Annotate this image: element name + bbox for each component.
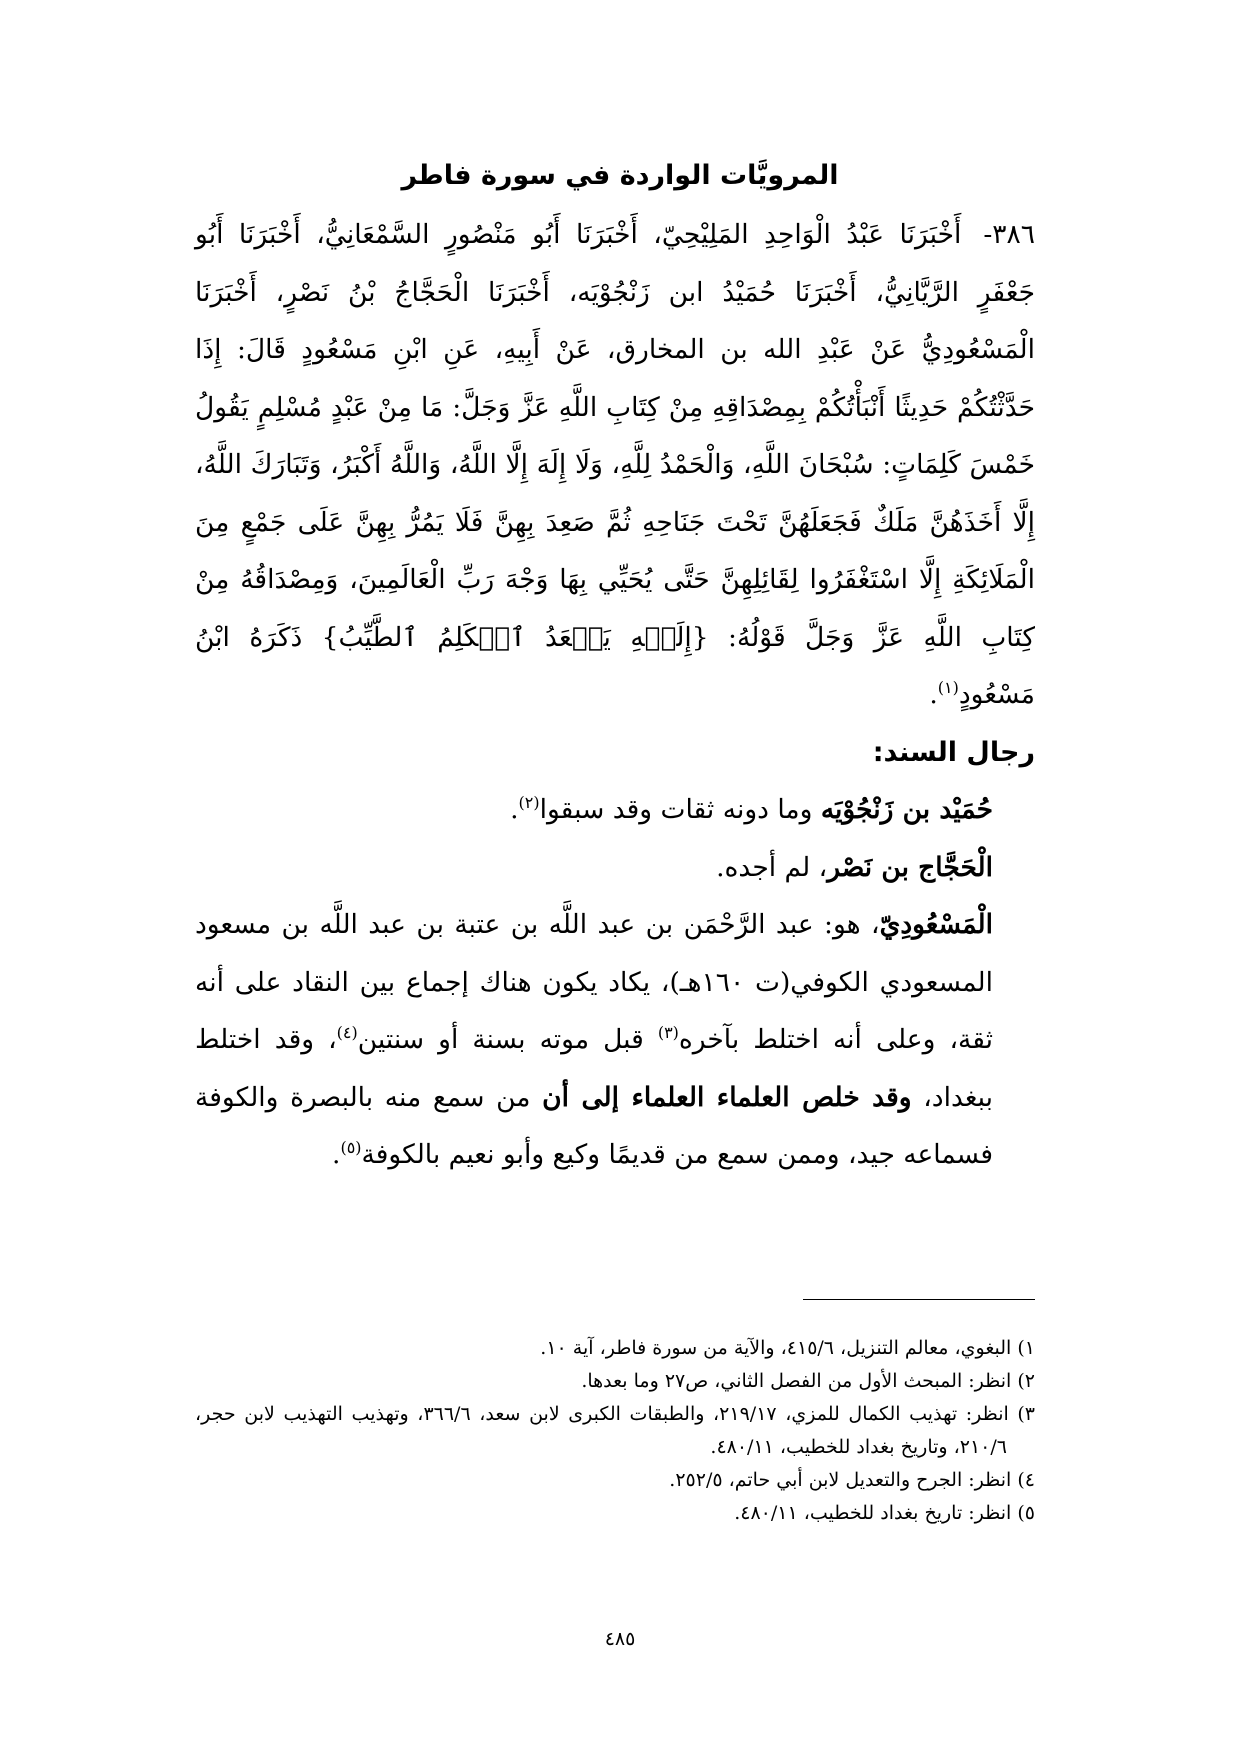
footnote-ref-5[interactable]: (٥)	[340, 1138, 362, 1158]
footnote-ref-1[interactable]: (١)	[937, 678, 959, 698]
narrator-entry	[195, 781, 993, 839]
masudi-text-3: ، وقد اختلط ببغداد،	[195, 1024, 994, 1113]
footnote-ref-2[interactable]: (٢)	[518, 793, 540, 813]
masudi-bold-conclusion: وقد خلص العلماء العلماء إلى أن	[542, 1081, 912, 1113]
masudi-text-1: ، هو: عبد الرَّحْمَن بن عبد اللَّه بن عتبة بن عبد اللَّه بن مسعود المسعودي الكوفي(ت ١٦٠هـ)، يكاد يكون هناك إجماع بين النقاد على أنه ثقة، وعلى أنه اختلط بآخره	[195, 909, 993, 1055]
narrator-name: الْمَسْعُودِيّ	[879, 909, 993, 940]
sanad-heading: رجال السند:	[872, 736, 1035, 768]
hadith-paragraph	[195, 206, 1035, 724]
footnote-item: ٢) انظر: المبحث الأول من الفصل الثاني، ص٢٧ وما بعدها.	[581, 1370, 1035, 1392]
masudi-end: .	[332, 1139, 341, 1170]
narrator-name: الْحَجَّاج بن نَصْر	[827, 851, 993, 883]
page-title: المرويَّات الواردة في سورة فاطر	[401, 160, 839, 191]
narrator-end: .	[510, 794, 519, 825]
footnote-separator	[803, 1299, 1035, 1300]
masudi-text-2: قبل موته بسنة أو سنتين	[357, 1024, 658, 1055]
footnotes	[195, 1332, 1035, 1530]
masudi-paragraph	[195, 896, 993, 1184]
footnote-ref-3[interactable]: (٣)	[657, 1023, 679, 1043]
narrator-text: ، لم أجده.	[716, 851, 828, 883]
hadith-end: .	[929, 679, 938, 710]
narrator-name: حُمَيْد بن زَنْجُوْيَه	[820, 794, 993, 825]
narrator-text: وما دونه ثقات وقد سبقوا	[539, 794, 821, 825]
hadith-number: ٣٨٦-	[983, 219, 1035, 250]
footnote-item: ٥) انظر: تاريخ بغداد للخطيب، ٤٨٠/١١.	[734, 1502, 1035, 1524]
footnote-item: ٤) انظر: الجرح والتعديل لابن أبي حاتم، ٢٥٢/٥.	[669, 1469, 1035, 1491]
footnote-item: ١) البغوي، معالم التنزيل، ٤١٥/٦، والآية من سورة فاطر، آية ١٠.	[540, 1337, 1035, 1359]
footnote-ref-4[interactable]: (٤)	[336, 1023, 358, 1043]
hadith-text: أَخْبَرَنَا عَبْدُ الْوَاحِدِ المَلِيْحِيّ، أَخْبَرَنَا أَبُو مَنْصُورٍ السَّمْعَانِيُّ، أَخْبَرَنَا أَبُو جَعْفَرٍ الرَّيَّانِيُّ، أَخْبَرَنَا حُمَيْدُ ابن زَنْجُوْيَه، أَخْبَرَنَا الْحَجَّاجُ بْنُ نَصْرٍ، أَخْبَرَنَا الْمَسْعُودِيُّ عَنْ عَبْدِ الله بن المخارق، عَنْ أَبِيهِ، عَنِ ابْنِ مَسْعُودٍ قَالَ: إِذَا حَدَّثْتُكُمْ حَدِيثًا أَنْبَأْتُكُمْ بِمِصْدَاقِهِ مِنْ كِتَابِ اللَّهِ عَزَّ وَجَلَّ: مَا مِنْ عَبْدٍ مُسْلِمٍ يَقُولُ خَمْسَ كَلِمَاتٍ: سُبْحَانَ اللَّهِ، وَالْحَمْدُ لِلَّهِ، وَلَا إِلَهَ إِلَّا اللَّهُ، وَاللَّهُ أَكْبَرُ، وَتَبَارَكَ اللَّهُ، إِلَّا أَخَذَهُنَّ مَلَكٌ فَجَعَلَهُنَّ تَحْتَ جَنَاحِهِ ثُمَّ صَعِدَ بِهِنَّ فَلَا يَمُرُّ بِهِنَّ عَلَى جَمْعٍ مِنَ الْمَلَائِكَةِ إِلَّا اسْتَغْفَرُوا لِقَائِلِهِنَّ حَتَّى يُحَيِّي بِهَا وَجْهَ رَبِّ الْعَالَمِينَ، وَمِصْدَاقُهُ مِنْ كِتَابِ اللَّهِ عَزَّ وَجَلَّ قَوْلُهُ: {إِلَيۡهِ يَصۡعَدُ ٱلۡكَلِمُ ٱلطَّيِّبُ} ذَكَرَهُ ابْنُ مَسْعُودٍ	[195, 219, 1035, 710]
masudi-text-4: من سمع منه بالبصرة والكوفة فسماعه جيد، وممن سمع من قديمًا وكيع وأبو نعيم بالكوفة	[195, 1081, 993, 1170]
page-number: ٤٨٥	[604, 1628, 636, 1650]
narrator-entry	[195, 839, 993, 897]
footnote-item: ٣) انظر: تهذيب الكمال للمزي، ٢١٩/١٧، والطبقات الكبرى لابن سعد، ٣٦٦/٦، وتهذيب التهذيب لابن حجر، ٢١٠/٦، وتاريخ بغداد للخطيب، ٤٨٠/١١.	[195, 1403, 1036, 1458]
main-text	[195, 206, 1035, 1184]
